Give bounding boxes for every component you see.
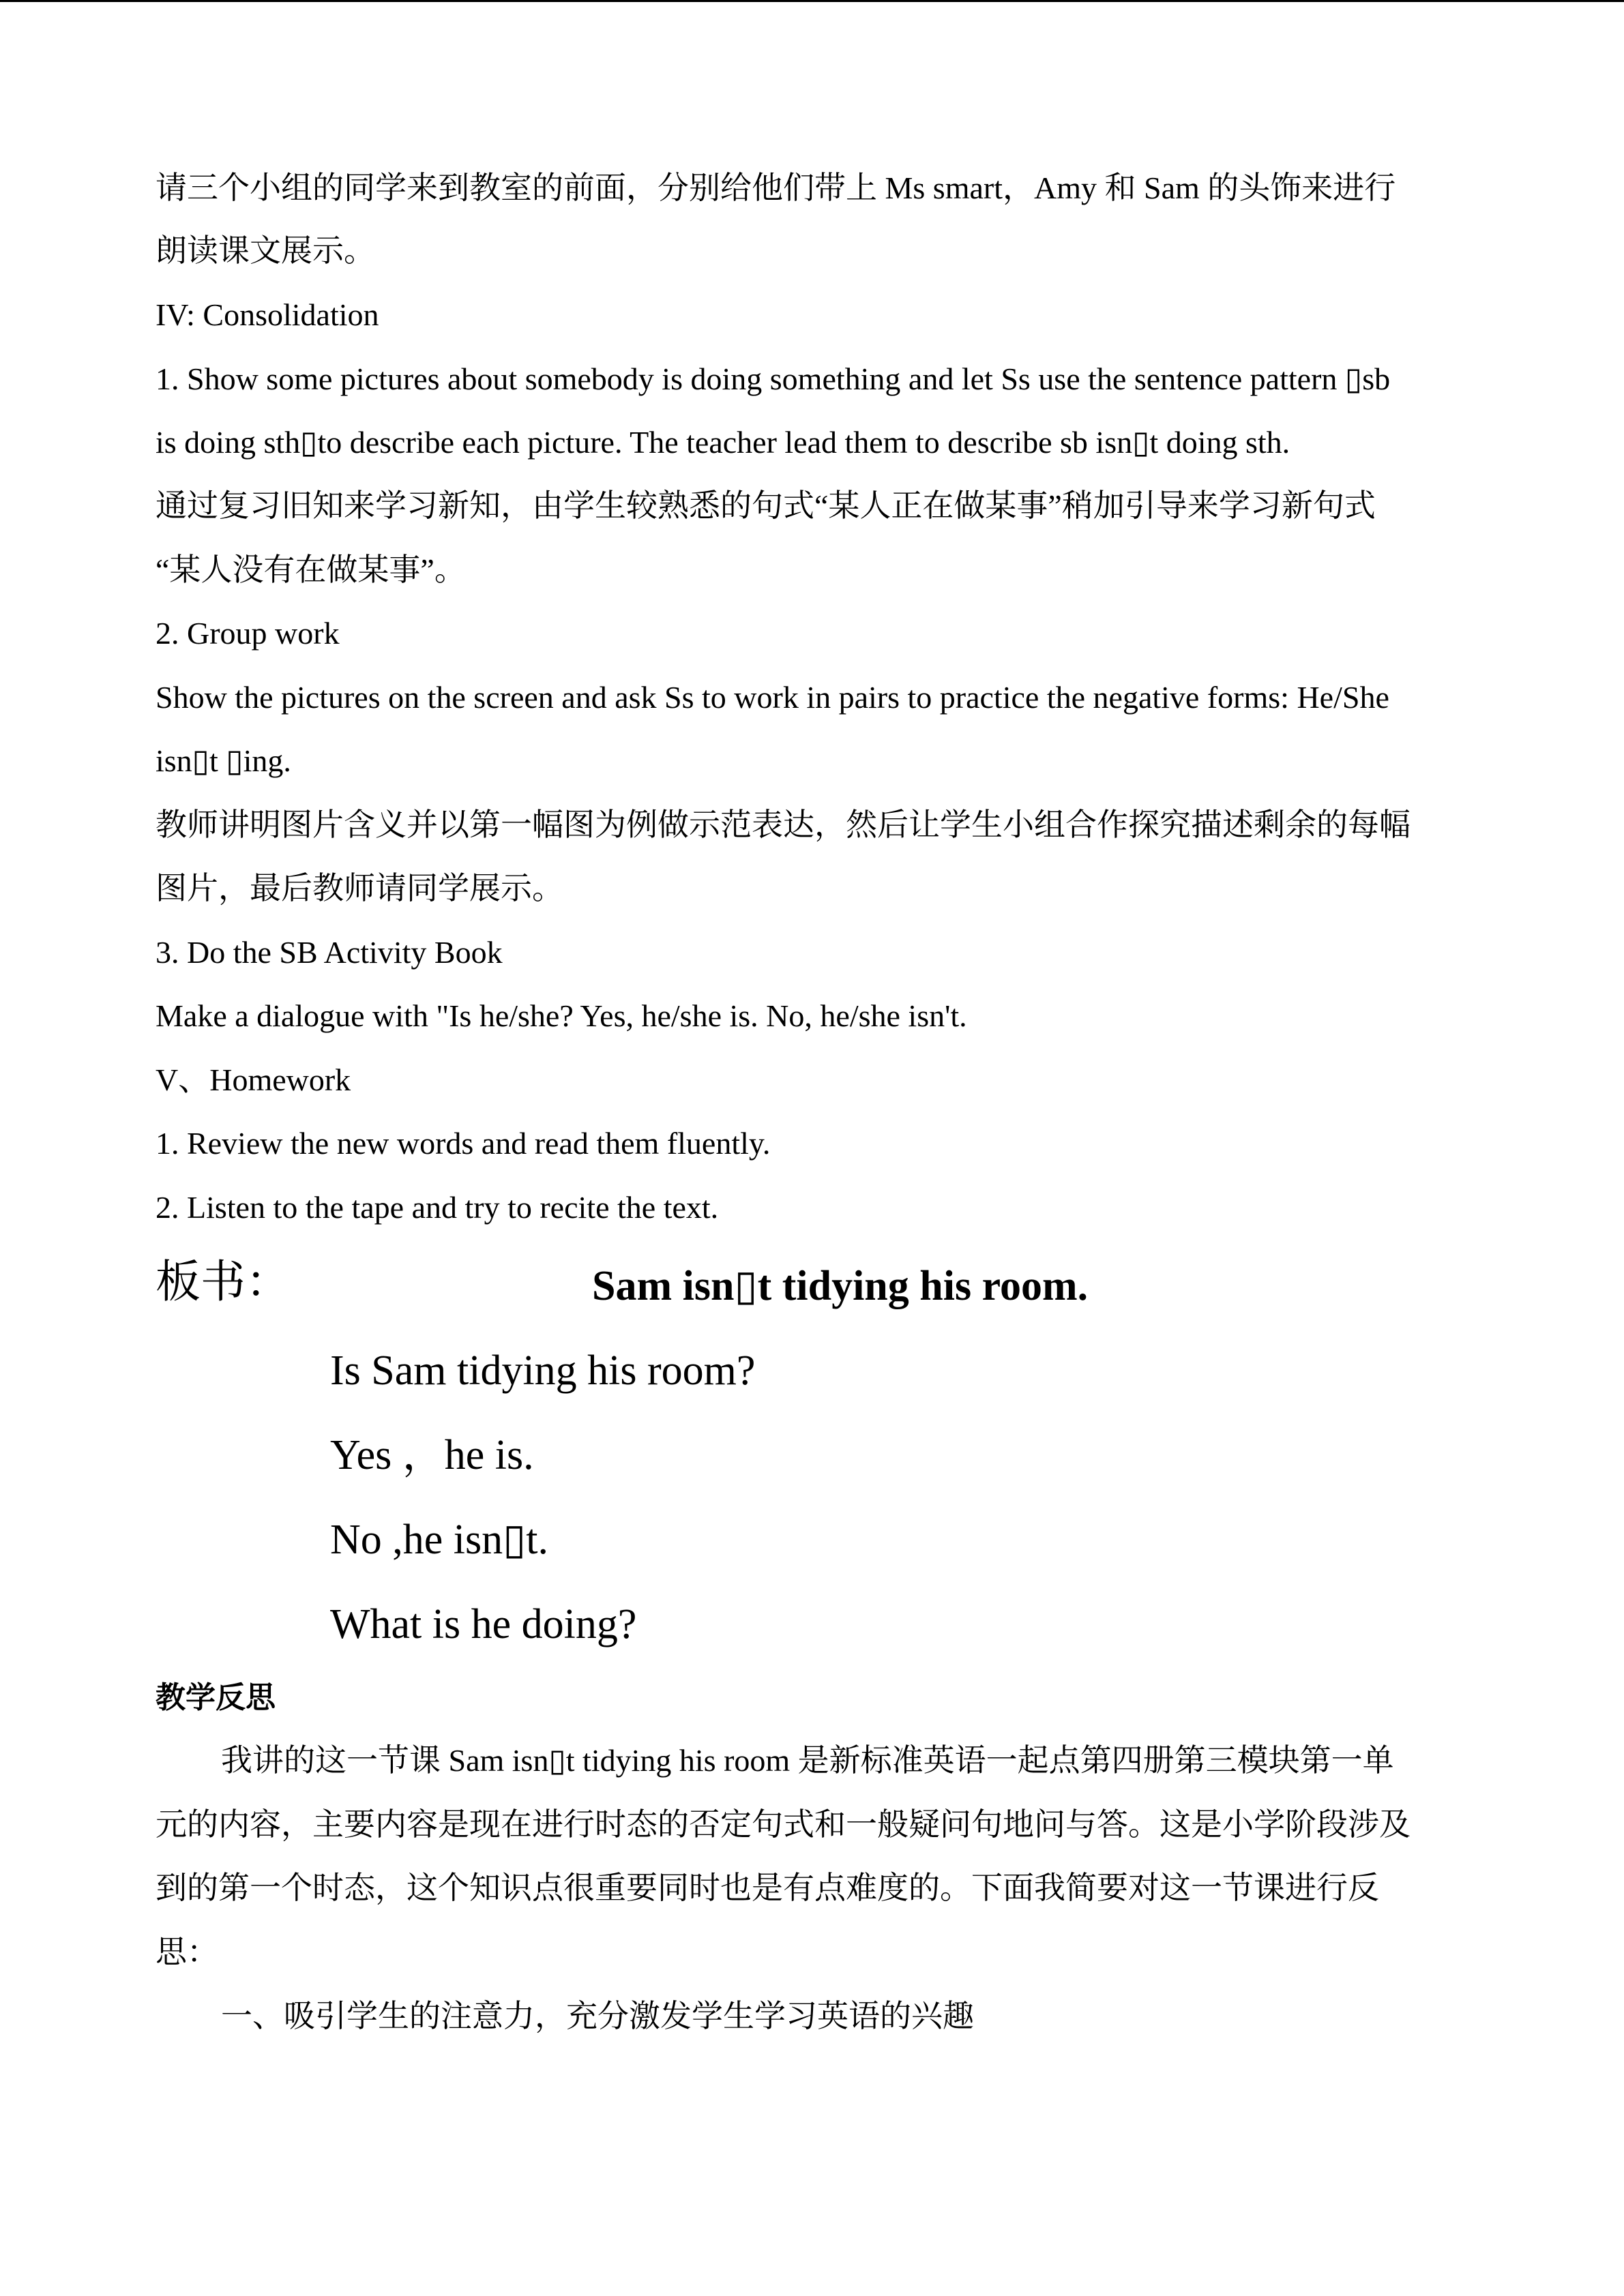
paragraph-line: 请三个小组的同学来到教室的前面，分别给他们带上 Ms smart，Amy 和 Sam 的头饰来进行 <box>156 170 1396 205</box>
section-heading-consolidation: IV: Consolidation <box>156 297 379 332</box>
board-line: What is he doing? <box>330 1601 637 1648</box>
paragraph-line: 1. Review the new words and read them fluently. <box>156 1126 771 1161</box>
reflection-line: 一、吸引学生的注意力，充分激发学生学习英语的兴趣 <box>221 1999 974 2033</box>
paragraph-line: 通过复习旧知来学习新知，由学生较熟悉的句式“某人正在做某事”稍加引导来学习新句式 <box>156 488 1376 523</box>
reflection-line: 我讲的这一节课 Sam isn▯t tidying his room 是新标准英语一起点第四册第三模块第一单 <box>221 1743 1394 1778</box>
paragraph-line: isn▯t ▯ing. <box>156 743 291 778</box>
paragraph-line: “某人没有在做某事”。 <box>156 552 466 587</box>
board-line: No ,he isn▯t. <box>330 1517 548 1563</box>
paragraph-line: 图片，最后教师请同学展示。 <box>156 871 563 906</box>
paragraph-line: 朗读课文展示。 <box>156 233 375 268</box>
paragraph-line: 2. Listen to the tape and try to recite the text. <box>156 1190 719 1225</box>
paragraph-line: is doing sth▯to describe each picture. The teacher lead them to describe sb isn▯t doing sth. <box>156 425 1290 460</box>
section-heading-homework: V、Homework <box>156 1062 351 1097</box>
board-line: Is Sam tidying his room? <box>330 1347 756 1394</box>
reflection-line: 思： <box>156 1935 218 1969</box>
paragraph-line: 3. Do the SB Activity Book <box>156 935 503 970</box>
paragraph-line: 2. Group work <box>156 616 340 651</box>
board-label: 板书： <box>156 1255 291 1308</box>
paragraph-line: 1. Show some pictures about somebody is doing something and let Ss use the sentence pattern ▯sb <box>156 361 1391 396</box>
reflection-line: 到的第一个时态，这个知识点很重要同时也是有点难度的。下面我简要对这一节课进行反 <box>156 1870 1379 1905</box>
board-line: Yes ，he is. <box>330 1432 534 1478</box>
paragraph-line: Show the pictures on the screen and ask Ss to work in pairs to practice the negative forms: He/She <box>156 680 1389 715</box>
reflection-heading: 教学反思 <box>156 1680 276 1715</box>
reflection-line: 元的内容，主要内容是现在进行时态的否定句式和一般疑问句地问与答。这是小学阶段涉及 <box>156 1807 1411 1842</box>
paragraph-line: Make a dialogue with "Is he/she? Yes, he/she is. No, he/she isn't. <box>156 998 967 1033</box>
paragraph-line: 教师讲明图片含义并以第一幅图为例做示范表达，然后让学生小组合作探究描述剩余的每幅 <box>156 807 1411 842</box>
top-border <box>0 0 1624 2</box>
board-title: Sam isn▯t tidying his room. <box>592 1263 1089 1309</box>
